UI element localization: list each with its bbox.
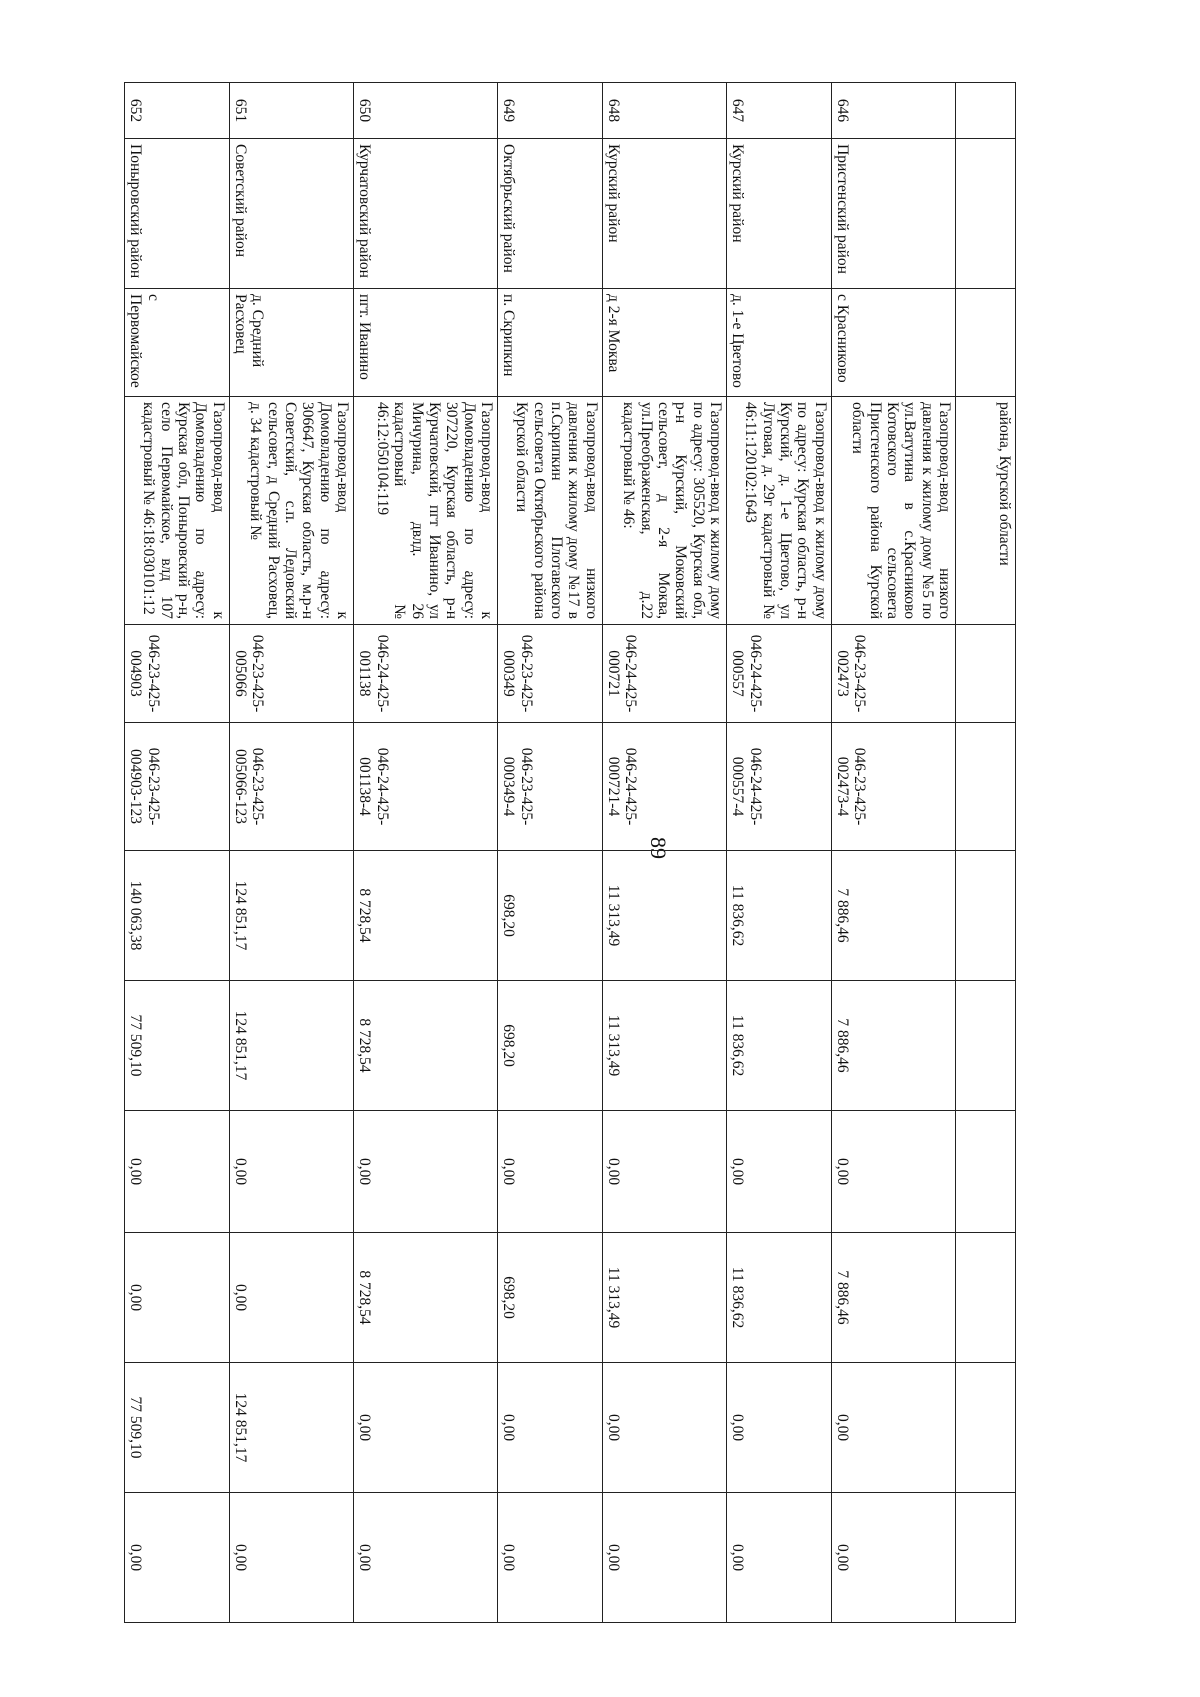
- row-number: 646: [831, 83, 955, 139]
- locality-name: с Первомайское: [125, 289, 230, 397]
- document-code: 046-24-425-000721-4: [602, 723, 726, 851]
- value-col-2: 698,20: [498, 981, 603, 1111]
- rotated-table-container: [124, 82, 1016, 1622]
- value-col-4: 8 728,54: [353, 1233, 497, 1363]
- document-code: 046-23-425-004903-123: [125, 723, 230, 851]
- value-col-4: 0,00: [125, 1233, 230, 1363]
- value-col-3: 0,00: [353, 1111, 497, 1233]
- value-col-5: 0,00: [727, 1363, 832, 1493]
- object-code: 046-23-425-005066: [229, 625, 353, 723]
- district-name: Поныровский район: [125, 139, 230, 289]
- district-name: Курский район: [727, 139, 832, 289]
- document-code: 046-23-425-000349-4: [498, 723, 603, 851]
- value-col-1: 11 313,49: [602, 851, 726, 981]
- value-col-6: 0,00: [125, 1493, 230, 1623]
- locality-name: д. Средний Расховец: [229, 289, 353, 397]
- object-code: 046-23-425-004903: [125, 625, 230, 723]
- value-col-1: 8 728,54: [353, 851, 497, 981]
- value-col-3: 0,00: [125, 1111, 230, 1233]
- document-code: 046-23-425-002473-4: [831, 723, 955, 851]
- locality-name: д 2-я Моква: [602, 289, 726, 397]
- object-code: 046-23-425-002473: [831, 625, 955, 723]
- object-description: Газопровод-ввод к жилому дому по адресу: Курская область, р-н Курский, д. 1-е Цветово, ул Луговая, д. 29г кадастровый № 46:11:120102:1643: [727, 397, 832, 625]
- value-col-2: 7 886,46: [831, 981, 955, 1111]
- gas-pipeline-table: [124, 82, 1016, 1623]
- object-description: Газопровод-ввод к Домовладению по адресу: 306647, Курская область, м.р-н Советский, с.п. Ледовский сельсовет, д Средний Расховец, д. 34 кадастровый №: [229, 397, 353, 625]
- value-col-2: 8 728,54: [353, 981, 497, 1111]
- table-row: [353, 83, 497, 1623]
- value-col-4: 698,20: [498, 1233, 603, 1363]
- object-code: 046-23-425-000349: [498, 625, 603, 723]
- object-code: 046-24-425-001138: [353, 625, 497, 723]
- table-row: [229, 83, 353, 1623]
- value-col-4: 11 836,62: [727, 1233, 832, 1363]
- document-code: 046-24-425-000557-4: [727, 723, 832, 851]
- locality-name: пгт. Иванино: [353, 289, 497, 397]
- value-col-2: 11 836,62: [727, 981, 832, 1111]
- district-name: Октябрьский район: [498, 139, 603, 289]
- table-row: [498, 83, 603, 1623]
- value-col-2: 124 851,17: [229, 981, 353, 1111]
- value-col-6: 0,00: [831, 1493, 955, 1623]
- value-col-1: 7 886,46: [831, 851, 955, 981]
- row-number: 651: [229, 83, 353, 139]
- document-code: 046-24-425-001138-4: [353, 723, 497, 851]
- locality-name: п. Скрипкин: [498, 289, 603, 397]
- locality-name: д. 1-е Цветово: [727, 289, 832, 397]
- value-col-3: 0,00: [498, 1111, 603, 1233]
- value-col-5: 0,00: [602, 1363, 726, 1493]
- table-row: [727, 83, 832, 1623]
- value-col-6: 0,00: [727, 1493, 832, 1623]
- district-name: Курский район: [602, 139, 726, 289]
- value-col-6: 0,00: [498, 1493, 603, 1623]
- object-description: Газопровод-ввод к Домовладению по адресу: Курская обл, Поныровский р-н, село Первомайское, влд 107 кадастровый № 46:18:030101:12: [125, 397, 230, 625]
- value-col-4: 11 313,49: [602, 1233, 726, 1363]
- object-description: Газопровод-ввод к жилому дому по адресу: 305520, Курская обл, р-н Курский, Моковский сельсовет, д 2-я Моква, ул.Преображенская, д.22 кадастровый № 46:: [602, 397, 726, 625]
- district-name: Пристенский район: [831, 139, 955, 289]
- value-col-6: 0,00: [602, 1493, 726, 1623]
- value-col-5: 124 851,17: [229, 1363, 353, 1493]
- value-col-3: 0,00: [831, 1111, 955, 1233]
- header-continuation-row: [956, 83, 1016, 1623]
- value-col-5: 0,00: [353, 1363, 497, 1493]
- value-col-1: 140 063,38: [125, 851, 230, 981]
- address-fragment: района, Курской области: [956, 397, 1016, 625]
- table-row: [602, 83, 726, 1623]
- row-number: 652: [125, 83, 230, 139]
- district-name: Советский район: [229, 139, 353, 289]
- value-col-5: 77 509,10: [125, 1363, 230, 1493]
- value-col-5: 0,00: [831, 1363, 955, 1493]
- row-number: 649: [498, 83, 603, 139]
- object-description: Газопровод-ввод низкого давления к жилому дому №17 в п.Скрипкин Плотавского сельсовета Октябрьского района Курской области: [498, 397, 603, 625]
- district-name: Курчатовский район: [353, 139, 497, 289]
- value-col-1: 11 836,62: [727, 851, 832, 981]
- value-col-3: 0,00: [229, 1111, 353, 1233]
- value-col-1: 124 851,17: [229, 851, 353, 981]
- document-code: 046-23-425-005066-123: [229, 723, 353, 851]
- value-col-1: 698,20: [498, 851, 603, 981]
- object-code: 046-24-425-000557: [727, 625, 832, 723]
- locality-name: с Красниково: [831, 289, 955, 397]
- value-col-3: 0,00: [727, 1111, 832, 1233]
- value-col-6: 0,00: [353, 1493, 497, 1623]
- table-row: [831, 83, 955, 1623]
- object-code: 046-24-425-000721: [602, 625, 726, 723]
- value-col-5: 0,00: [498, 1363, 603, 1493]
- value-col-2: 77 509,10: [125, 981, 230, 1111]
- page-number: 89: [646, 837, 671, 859]
- object-description: Газопровод-ввод к Домовладению по адресу: 307220, Курская область, р-н Курчатовский, пгт Иванино, ул Мичурина, двлд. 26 кадастровый № 46:12:050104:119: [353, 397, 497, 625]
- table-row: [125, 83, 230, 1623]
- value-col-4: 0,00: [229, 1233, 353, 1363]
- value-col-3: 0,00: [602, 1111, 726, 1233]
- object-description: Газопровод-ввод низкого давления к жилому дому №5 по ул.Ватутина в с.Красниково Котовского сельсовета Пристенского района Курской области: [831, 397, 955, 625]
- value-col-2: 11 313,49: [602, 981, 726, 1111]
- row-number: 650: [353, 83, 497, 139]
- value-col-4: 7 886,46: [831, 1233, 955, 1363]
- row-number: 648: [602, 83, 726, 139]
- value-col-6: 0,00: [229, 1493, 353, 1623]
- row-number: 647: [727, 83, 832, 139]
